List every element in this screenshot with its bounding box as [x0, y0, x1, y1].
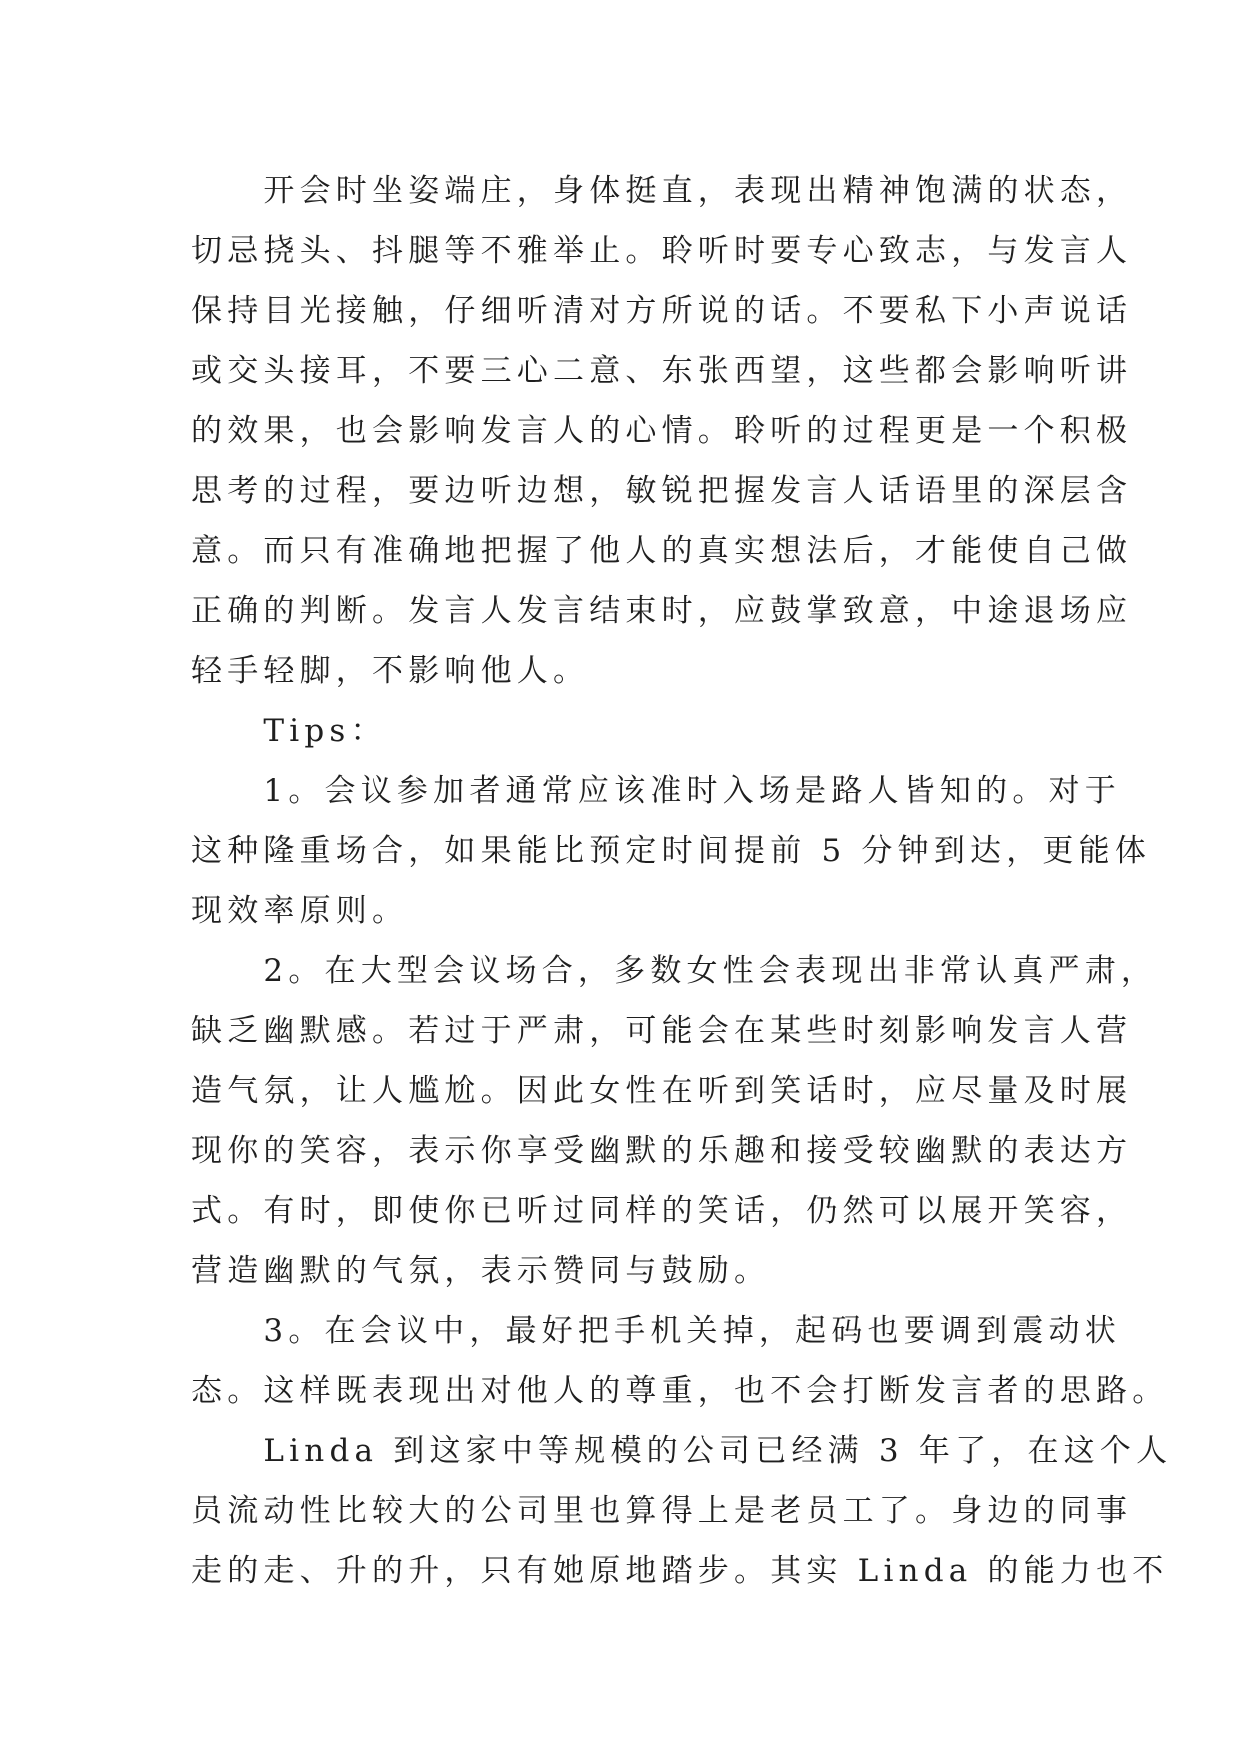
text-line: 开会时坐姿端庄，身体挺直，表现出精神饱满的状态， — [191, 173, 1133, 209]
text-line: 轻手轻脚，不影响他人。 — [191, 653, 590, 689]
text-line: 正确的判断。发言人发言结束时，应鼓掌致意，中途退场应 — [191, 593, 1133, 629]
tips-heading: Tips： — [191, 713, 387, 749]
tip-2-line: 式。有时，即使你已听过同样的笑话，仍然可以展开笑容， — [191, 1193, 1133, 1229]
tip-3-line: 3。在会议中，最好把手机关掉，起码也要调到震动状 — [191, 1313, 1121, 1349]
text-line: 走的走、升的升，只有她原地踏步。其实 Linda 的能力也不 — [191, 1553, 1169, 1589]
text-line: Linda 到这家中等规模的公司已经满 3 年了，在这个人 — [191, 1433, 1173, 1469]
document-body — [191, 161, 1173, 1601]
tip-3-line: 态。这样既表现出对他人的尊重，也不会打断发言者的思路。 — [191, 1373, 1169, 1409]
text-line: 或交头接耳，不要三心二意、东张西望，这些都会影响听讲 — [191, 353, 1133, 389]
tip-2-line: 营造幽默的气氛，表示赞同与鼓励。 — [191, 1253, 771, 1289]
tip-2-line: 2。在大型会议场合，多数女性会表现出非常认真严肃， — [191, 953, 1158, 989]
tip-1-line: 1。会议参加者通常应该准时入场是路人皆知的。对于 — [191, 773, 1121, 809]
tip-2-line: 现你的笑容，表示你享受幽默的乐趣和接受较幽默的表达方 — [191, 1133, 1133, 1169]
text-line: 切忌挠头、抖腿等不雅举止。聆听时要专心致志，与发言人 — [191, 233, 1133, 269]
text-line: 保持目光接触，仔细听清对方所说的话。不要私下小声说话 — [191, 293, 1133, 329]
tip-1-line: 现效率原则。 — [191, 893, 409, 929]
tip-2-line: 造气氛，让人尴尬。因此女性在听到笑话时，应尽量及时展 — [191, 1073, 1133, 1109]
text-line: 的效果，也会影响发言人的心情。聆听的过程更是一个积极 — [191, 413, 1133, 449]
text-line: 意。而只有准确地把握了他人的真实想法后，才能使自己做 — [191, 533, 1133, 569]
text-line: 思考的过程，要边听边想，敏锐把握发言人话语里的深层含 — [191, 473, 1133, 509]
text-line: 员流动性比较大的公司里也算得上是老员工了。身边的同事 — [191, 1493, 1133, 1529]
tip-1-line: 这种隆重场合，如果能比预定时间提前 5 分钟到达，更能体 — [191, 833, 1152, 869]
tip-2-line: 缺乏幽默感。若过于严肃，可能会在某些时刻影响发言人营 — [191, 1013, 1133, 1049]
